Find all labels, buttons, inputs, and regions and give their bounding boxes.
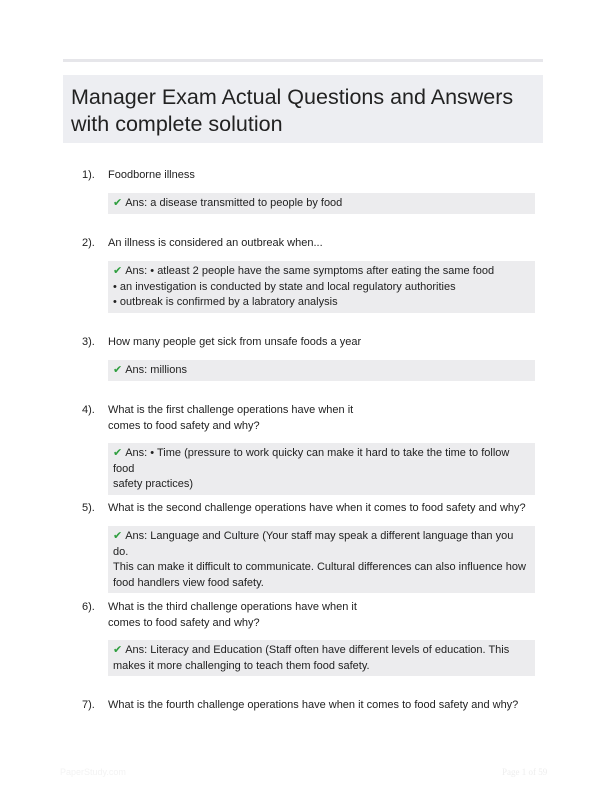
check-icon: ✔ [113, 643, 123, 656]
answer-text: Ans: a disease transmitted to people by food [125, 197, 343, 209]
check-icon: ✔ [113, 446, 123, 459]
question-text [108, 167, 528, 183]
question-number: 2). [82, 237, 95, 249]
answer-line: makes it more challenging to teach them food safety. [113, 659, 370, 672]
answer-text: Ans: millions [125, 364, 187, 376]
answer-line: safety practices) [113, 478, 194, 490]
check-icon: ✔ [113, 196, 123, 209]
answer-text: Ans: • atleast 2 people have the same symptoms after eating the same food [125, 265, 495, 277]
question-line: What is the second challenge operations have when it comes to food safety and why? [108, 502, 526, 514]
answer-line: food handlers view food safety. [113, 576, 264, 589]
answer-box [108, 640, 535, 676]
answer-line [113, 263, 527, 280]
question-line: An illness is considered an outbreak when... [108, 237, 323, 249]
answer-box [108, 193, 535, 214]
footer-watermark: PaperStudy.com [60, 767, 126, 777]
question-text [108, 402, 528, 434]
page-title-line-2: with complete solution [71, 112, 283, 136]
answer-line [113, 642, 527, 659]
answer-line [113, 195, 527, 212]
answer-line [113, 445, 527, 477]
question-number: 3). [82, 336, 95, 348]
question-line: comes to food safety and why? [108, 617, 260, 629]
question-text [108, 235, 528, 251]
answer-box [108, 261, 535, 313]
answer-box [108, 443, 535, 495]
question-number: 1). [82, 169, 95, 181]
question-number: 4). [82, 404, 95, 416]
page-title-line-1: Manager Exam Actual Questions and Answers [71, 85, 514, 109]
answer-text: Ans: Literacy and Education (Staff often have different levels of education. This [125, 644, 510, 656]
question-line: How many people get sick from unsafe foods a year [108, 336, 362, 348]
question-number: 7). [82, 699, 95, 711]
answer-text: Ans: Language and Culture (Your staff may speak a different language than you do. [113, 530, 514, 558]
check-icon: ✔ [113, 529, 123, 542]
title-banner [63, 75, 543, 143]
question-text [108, 500, 538, 516]
answer-line [113, 362, 527, 379]
question-line: comes to food safety and why? [108, 420, 260, 432]
question-text [108, 599, 528, 631]
answer-text: Ans: • Time (pressure to work quicky can make it hard to take the time to follow food [113, 447, 510, 475]
question-number: 5). [82, 502, 95, 514]
question-text [108, 697, 538, 713]
answer-box [108, 526, 535, 593]
page-number: Page 1 of 59 [502, 767, 548, 777]
answer-line [113, 528, 527, 560]
answer-box [108, 360, 535, 381]
question-number: 6). [82, 601, 95, 613]
question-line: What is the third challenge operations have when it [108, 601, 357, 613]
check-icon: ✔ [113, 363, 123, 376]
answer-line: • outbreak is confirmed by a labratory analysis [113, 296, 338, 308]
answer-line: This can make it difficult to communicate. Cultural differences can also influence how [113, 561, 526, 573]
question-line: What is the first challenge operations have when it [108, 404, 354, 416]
top-divider [63, 59, 543, 62]
check-icon: ✔ [113, 264, 123, 277]
question-text [108, 334, 528, 350]
page-title [71, 84, 533, 138]
question-line: Foodborne illness [108, 169, 195, 181]
question-line: What is the fourth challenge operations have when it comes to food safety and why? [108, 699, 519, 711]
answer-line: • an investigation is conducted by state and local regulatory authorities [113, 280, 456, 293]
